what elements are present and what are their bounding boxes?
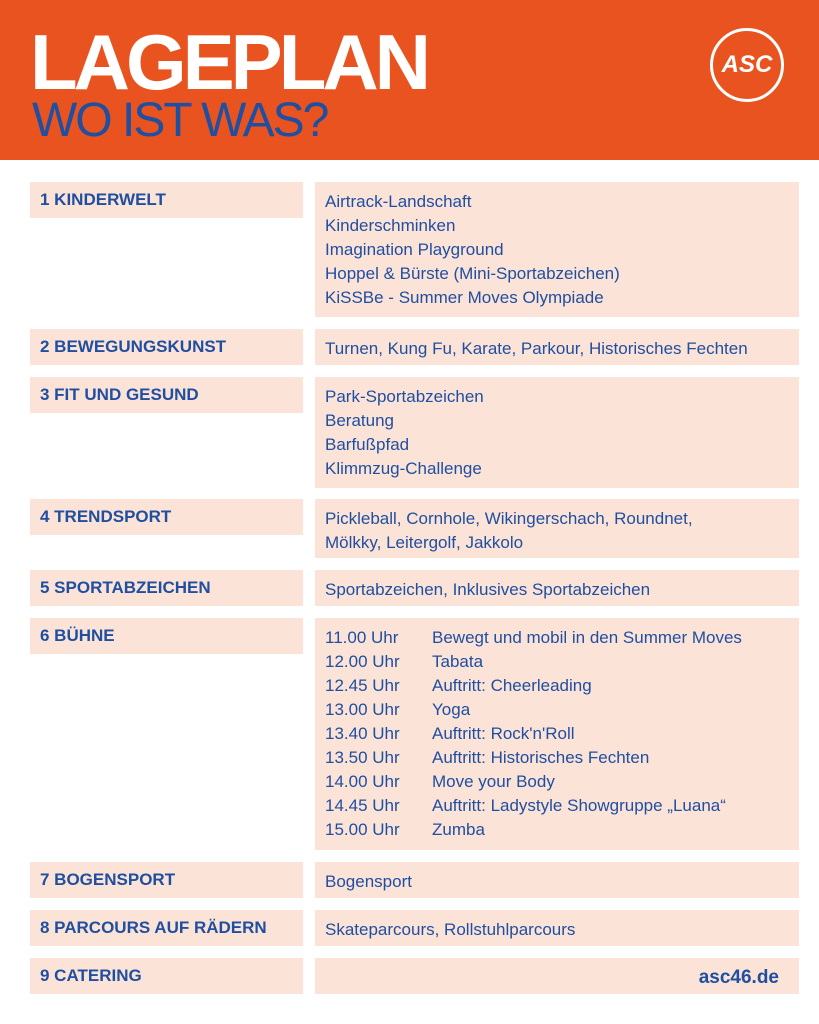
section-label: 8 PARCOURS AUF RÄDERN bbox=[30, 910, 303, 946]
schedule-time: 13.50 Uhr bbox=[325, 748, 400, 767]
section-label: 6 BÜHNE bbox=[30, 618, 303, 654]
schedule-event: Tabata bbox=[432, 652, 484, 671]
list-item: Klimmzug-Challenge bbox=[325, 459, 482, 478]
asc-logo: ASC bbox=[710, 28, 784, 102]
section-content bbox=[315, 329, 799, 365]
section-label: 3 FIT UND GESUND bbox=[30, 377, 303, 413]
section-label: 4 TRENDSPORT bbox=[30, 499, 303, 535]
schedule-row bbox=[325, 674, 789, 698]
schedule-event: Bewegt und mobil in den Summer Moves bbox=[432, 628, 742, 647]
schedule-time: 12.45 Uhr bbox=[325, 676, 400, 695]
schedule-row bbox=[325, 722, 789, 746]
list-item: Sportabzeichen, Inklusives Sportabzeichen bbox=[325, 580, 651, 599]
section-content bbox=[315, 862, 799, 898]
schedule-time: 13.00 Uhr bbox=[325, 700, 400, 719]
schedule-time: 15.00 Uhr bbox=[325, 820, 400, 839]
schedule-row bbox=[325, 650, 789, 674]
list-item: Airtrack-Landschaft bbox=[325, 192, 472, 211]
schedule-event: Auftritt: Ladystyle Showgruppe „Luana“ bbox=[432, 796, 726, 815]
schedule-time: 13.40 Uhr bbox=[325, 724, 400, 743]
section-content bbox=[315, 910, 799, 946]
schedule-time: 11.00 Uhr bbox=[325, 628, 399, 647]
list-item: Skateparcours, Rollstuhlparcours bbox=[325, 920, 576, 939]
schedule-time: 12.00 Uhr bbox=[325, 652, 400, 671]
list-item: Barfußpfad bbox=[325, 435, 410, 454]
schedule-row bbox=[325, 794, 789, 818]
schedule-row bbox=[325, 626, 789, 650]
schedule-row bbox=[325, 746, 789, 770]
list-item: Park-Sportabzeichen bbox=[325, 387, 484, 406]
schedule-event: Yoga bbox=[432, 700, 471, 719]
section-label: 2 BEWEGUNGSKUNST bbox=[30, 329, 303, 365]
list-item: Imagination Playground bbox=[325, 240, 504, 259]
schedule-row bbox=[325, 698, 789, 722]
schedule-event: Auftritt: Rock'n'Roll bbox=[432, 724, 575, 743]
schedule-event: Zumba bbox=[432, 820, 485, 839]
schedule-event: Move your Body bbox=[432, 772, 555, 791]
list-item: Pickleball, Cornhole, Wikingerschach, Roundnet, bbox=[325, 509, 693, 528]
section-content bbox=[315, 377, 799, 488]
schedule-row bbox=[325, 818, 789, 842]
section-label: 1 KINDERWELT bbox=[30, 182, 303, 218]
section-content bbox=[315, 958, 799, 994]
header-banner bbox=[0, 0, 819, 160]
list-item: Bogensport bbox=[325, 872, 412, 891]
schedule-event: Auftritt: Historisches Fechten bbox=[432, 748, 650, 767]
schedule-time: 14.45 Uhr bbox=[325, 796, 400, 815]
list-item: KiSSBe - Summer Moves Olympiade bbox=[325, 288, 604, 307]
page-title: LAGEPLAN bbox=[30, 18, 427, 106]
page-subtitle: WO IST WAS? bbox=[32, 94, 328, 147]
website-link[interactable]: asc46.de bbox=[698, 967, 779, 988]
list-item: Kinderschminken bbox=[325, 216, 456, 235]
list-item: Hoppel & Bürste (Mini-Sportabzeichen) bbox=[325, 264, 620, 283]
section-content bbox=[315, 182, 799, 317]
list-item: Mölkky, Leitergolf, Jakkolo bbox=[325, 533, 524, 552]
section-label: 9 CATERING bbox=[30, 958, 303, 994]
list-item: Beratung bbox=[325, 411, 394, 430]
schedule-time: 14.00 Uhr bbox=[325, 772, 400, 791]
section-label: 5 SPORTABZEICHEN bbox=[30, 570, 303, 606]
list-item: Turnen, Kung Fu, Karate, Parkour, Historisches Fechten bbox=[325, 339, 748, 358]
section-content bbox=[315, 570, 799, 606]
schedule-row bbox=[325, 770, 789, 794]
section-content bbox=[315, 499, 799, 558]
section-label: 7 BOGENSPORT bbox=[30, 862, 303, 898]
stage-schedule bbox=[315, 618, 799, 850]
schedule-event: Auftritt: Cheerleading bbox=[432, 676, 592, 695]
